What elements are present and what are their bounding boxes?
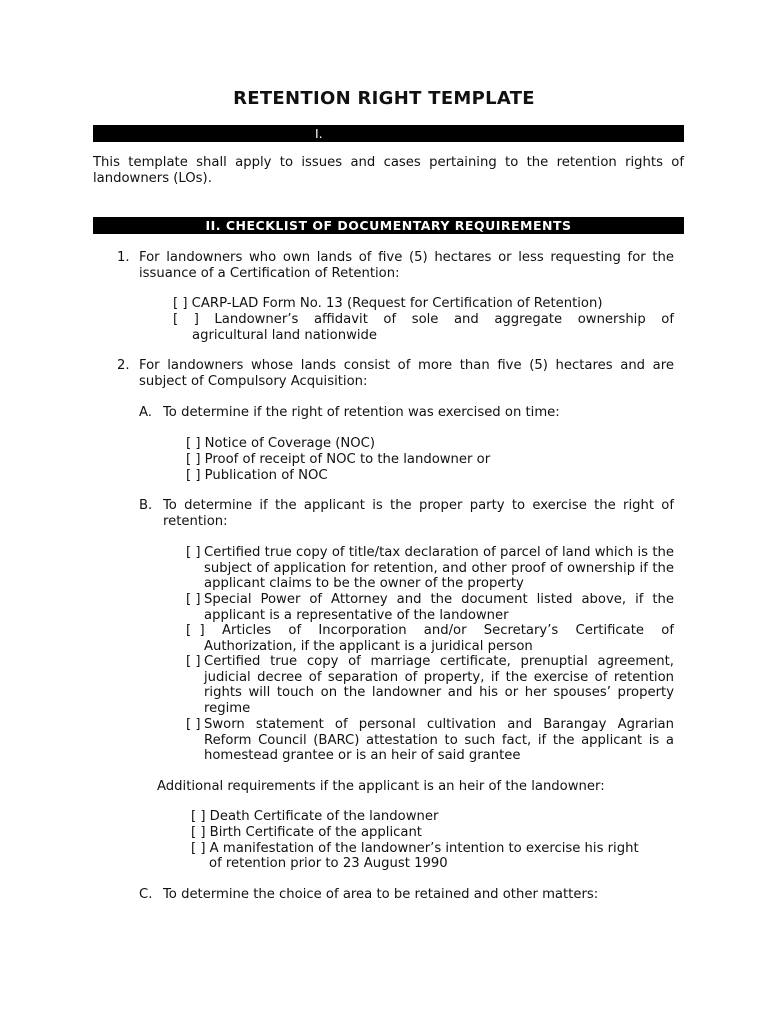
item-2-number: 2. — [117, 358, 130, 373]
sub-b-text: To determine if the applicant is the proper party to exercise the right of retention: — [163, 498, 674, 529]
sub-a-text: To determine if the right of retention was exercised on time: — [163, 405, 560, 420]
section-1-header — [93, 125, 684, 142]
checklist-item: [ ] Death Certificate of the landowner — [191, 809, 439, 824]
checklist-item: [ ] Publication of NOC — [186, 468, 328, 483]
intro-paragraph: This template shall apply to issues and cases pertaining to the retention rights of landowners (LOs). — [93, 155, 684, 186]
item-1-text: For landowners who own lands of five (5) hectares or less requesting for the issuance of a Certification of Retention: — [139, 250, 674, 281]
checklist-item: Certified true copy of title/tax declaration of parcel of land which is the subject of application for retention, and other proof of ownership if the applicant claims to be the owner of the property — [204, 545, 674, 591]
checklist-item: [ ] Notice of Coverage (NOC) — [186, 436, 376, 451]
section-2-header: II. CHECKLIST OF DOCUMENTARY REQUIREMENTS — [93, 217, 684, 234]
sub-c-text: To determine the choice of area to be retained and other matters: — [163, 887, 599, 902]
checklist-item: [ ] Landowner’s affidavit of sole and aggregate ownership of — [173, 312, 674, 327]
sub-a-letter: A. — [139, 405, 152, 420]
item-1-number: 1. — [117, 250, 130, 265]
checklist-item: [ ] A manifestation of the landowner’s intention to exercise his right — [191, 841, 639, 856]
checklist-item: [ ] CARP-LAD Form No. 13 (Request for Certification of Retention) — [173, 296, 603, 311]
checklist-item-continued: of retention prior to 23 August 1990 — [209, 856, 448, 871]
checkbox-mark: [ ] — [186, 717, 201, 732]
checkbox-mark: [ ] — [186, 623, 205, 638]
item-2-text: For landowners whose lands consist of more than five (5) hectares and are subject of Compulsory Acquisition: — [139, 358, 674, 389]
checklist-item-continued: agricultural land nationwide — [192, 328, 377, 343]
document-title: RETENTION RIGHT TEMPLATE — [233, 88, 535, 109]
additional-requirements-heading: Additional requirements if the applicant is an heir of the landowner: — [157, 779, 605, 794]
sub-b-letter: B. — [139, 498, 153, 513]
section-1-label: I. — [315, 126, 323, 141]
checklist-item: Sworn statement of personal cultivation and Barangay Agrarian Reform Council (BARC) attestation to such fact, if the applicant is a homestead grantee or is an heir of said grantee — [204, 717, 674, 763]
checkbox-mark: [ ] — [186, 545, 201, 560]
checklist-item: Certified true copy of marriage certificate, prenuptial agreement, judicial decree of separation of property, if the exercise of retention rights will touch on the landowner and his or her spouses’ property regime — [204, 654, 674, 716]
checklist-item: Articles of Incorporation and/or Secretary’s Certificate of Authorization, if the applicant is a juridical person — [204, 623, 674, 654]
checklist-item: [ ] Birth Certificate of the applicant — [191, 825, 422, 840]
checkbox-mark: [ ] — [186, 592, 201, 607]
checklist-item: [ ] Proof of receipt of NOC to the landowner or — [186, 452, 491, 467]
sub-c-letter: C. — [139, 887, 153, 902]
checkbox-mark: [ ] — [186, 654, 201, 669]
checklist-item: Special Power of Attorney and the document listed above, if the applicant is a representative of the landowner — [204, 592, 674, 623]
